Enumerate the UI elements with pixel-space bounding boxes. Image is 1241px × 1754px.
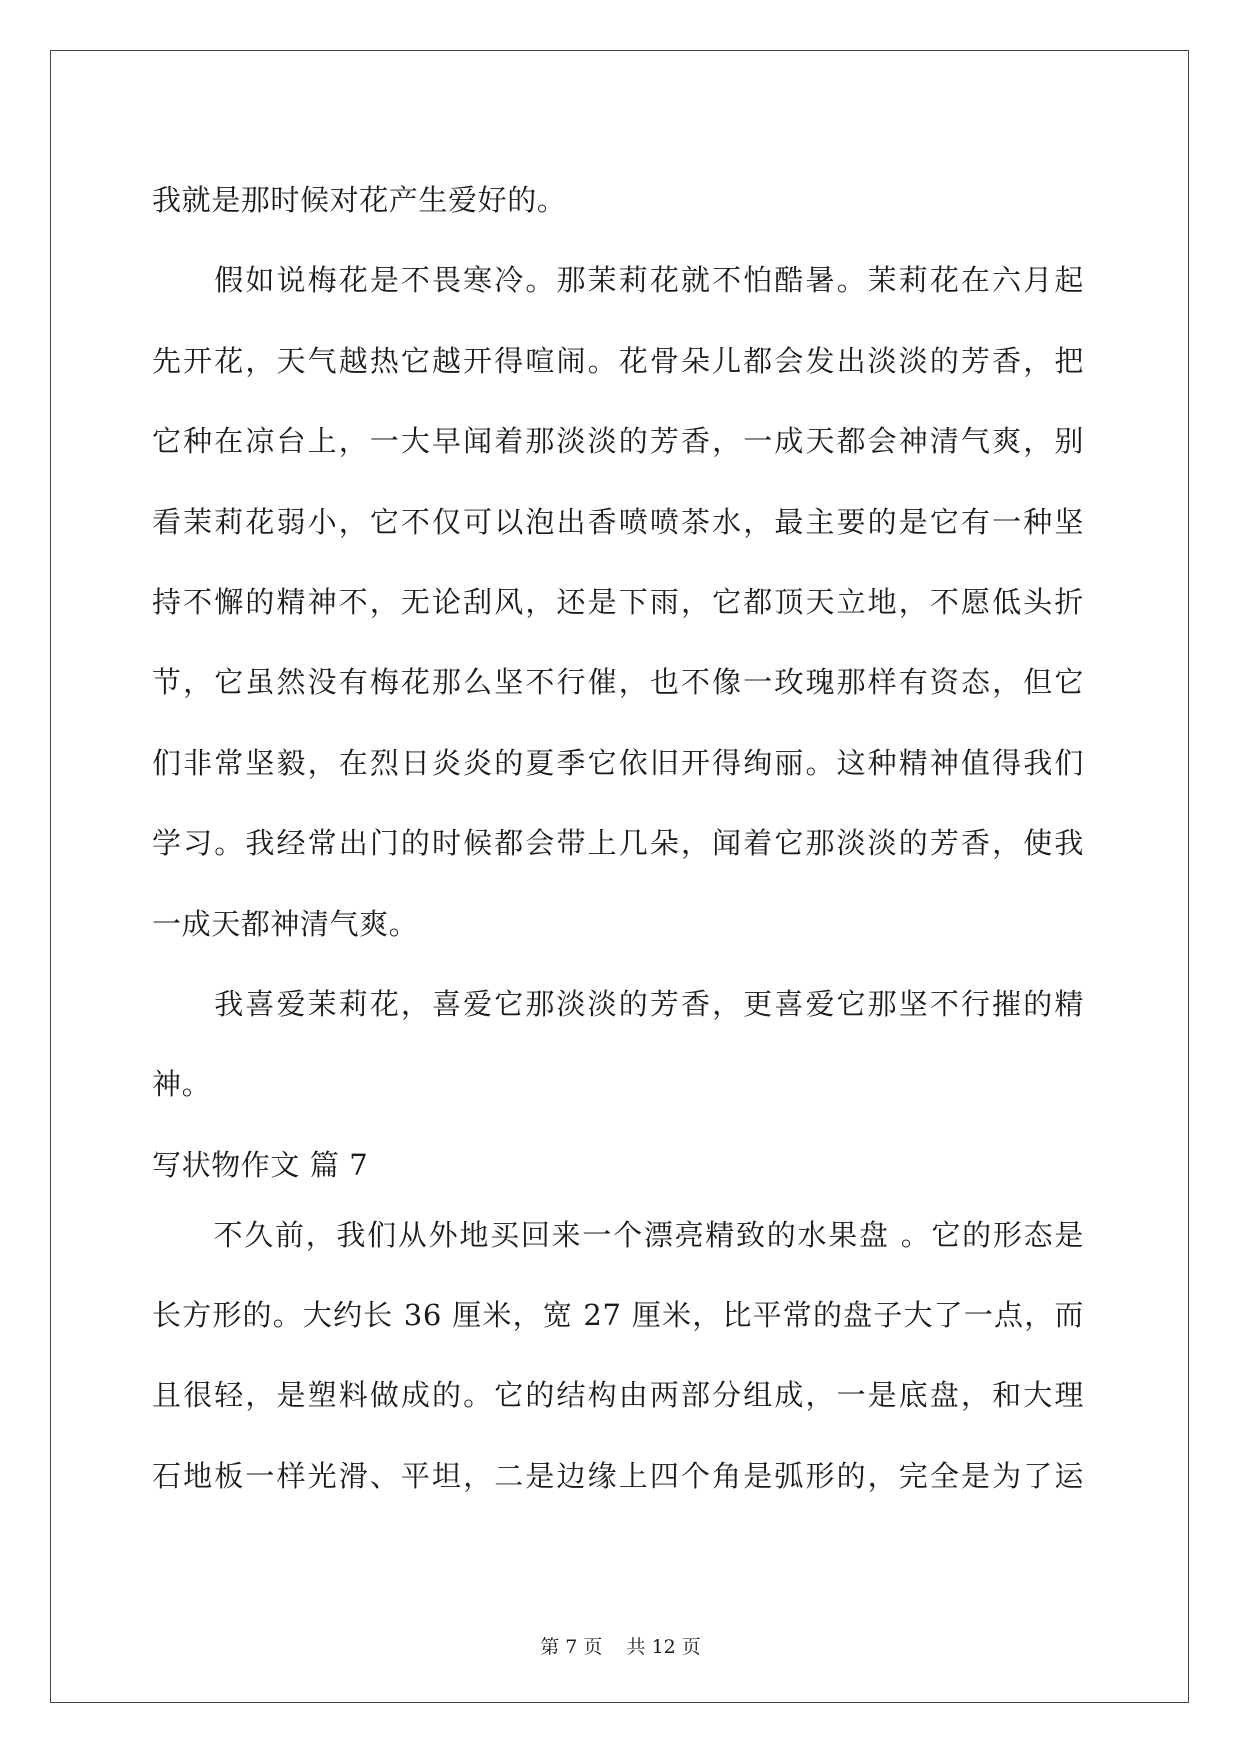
text-line: 长方形的。大约长 36 厘米，宽 27 厘米，比平常的盘子大了一点，而 <box>152 1298 1084 1333</box>
text-line: 不久前，我们从外地买回来一个漂亮精致的水果盘 。它的形态是 <box>152 1217 1084 1252</box>
text-line: 先开花，天气越热它越开得喧闹。花骨朵儿都会发出淡淡的芳香，把 <box>152 343 1084 378</box>
text-line: 石地板一样光滑、平坦，二是边缘上四个角是弧形的，完全是为了运 <box>152 1458 1084 1493</box>
text-line: 节，它虽然没有梅花那么坚不行催，也不像一玫瑰那样有资态，但它 <box>152 665 1084 700</box>
page-footer: 第 7 页 共 12 页 <box>540 1636 701 1658</box>
text-line: 持不懈的精神不，无论刮风，还是下雨，它都顶天立地，不愿低头折 <box>152 584 1084 619</box>
text-line: 它种在凉台上，一大早闻着那淡淡的芳香，一成天都会神清气爽，别 <box>152 424 1084 459</box>
text-line: 学习。我经常出门的时候都会带上几朵，闻着它那淡淡的芳香，使我 <box>152 826 1084 861</box>
text-line: 我就是那时候对花产生爱好的。 <box>152 183 567 217</box>
text-line: 一成天都神清气爽。 <box>152 906 419 941</box>
document-body <box>152 160 1084 1516</box>
text-line: 假如说梅花是不畏寒冷。那茉莉花就不怕酷暑。茉莉花在六月起 <box>152 263 1084 298</box>
section-fruit-plate <box>152 1195 1084 1517</box>
text-line: 我喜爱茉莉花，喜爱它那淡淡的芳香，更喜爱它那坚不行摧的精 <box>152 986 1084 1021</box>
text-line: 神。 <box>152 1067 212 1102</box>
text-line: 且很轻，是塑料做成的。它的结构由两部分组成，一是底盘，和大理 <box>152 1378 1084 1413</box>
section-heading: 写状物作文 篇 7 <box>152 1147 369 1182</box>
text-line: 看茉莉花弱小，它不仅可以泡出香喷喷茶水，最主要的是它有一种坚 <box>152 504 1084 539</box>
section-jasmine <box>152 160 1084 1125</box>
text-line: 们非常坚毅，在烈日炎炎的夏季它依旧开得绚丽。这种精神值得我们 <box>152 745 1084 780</box>
